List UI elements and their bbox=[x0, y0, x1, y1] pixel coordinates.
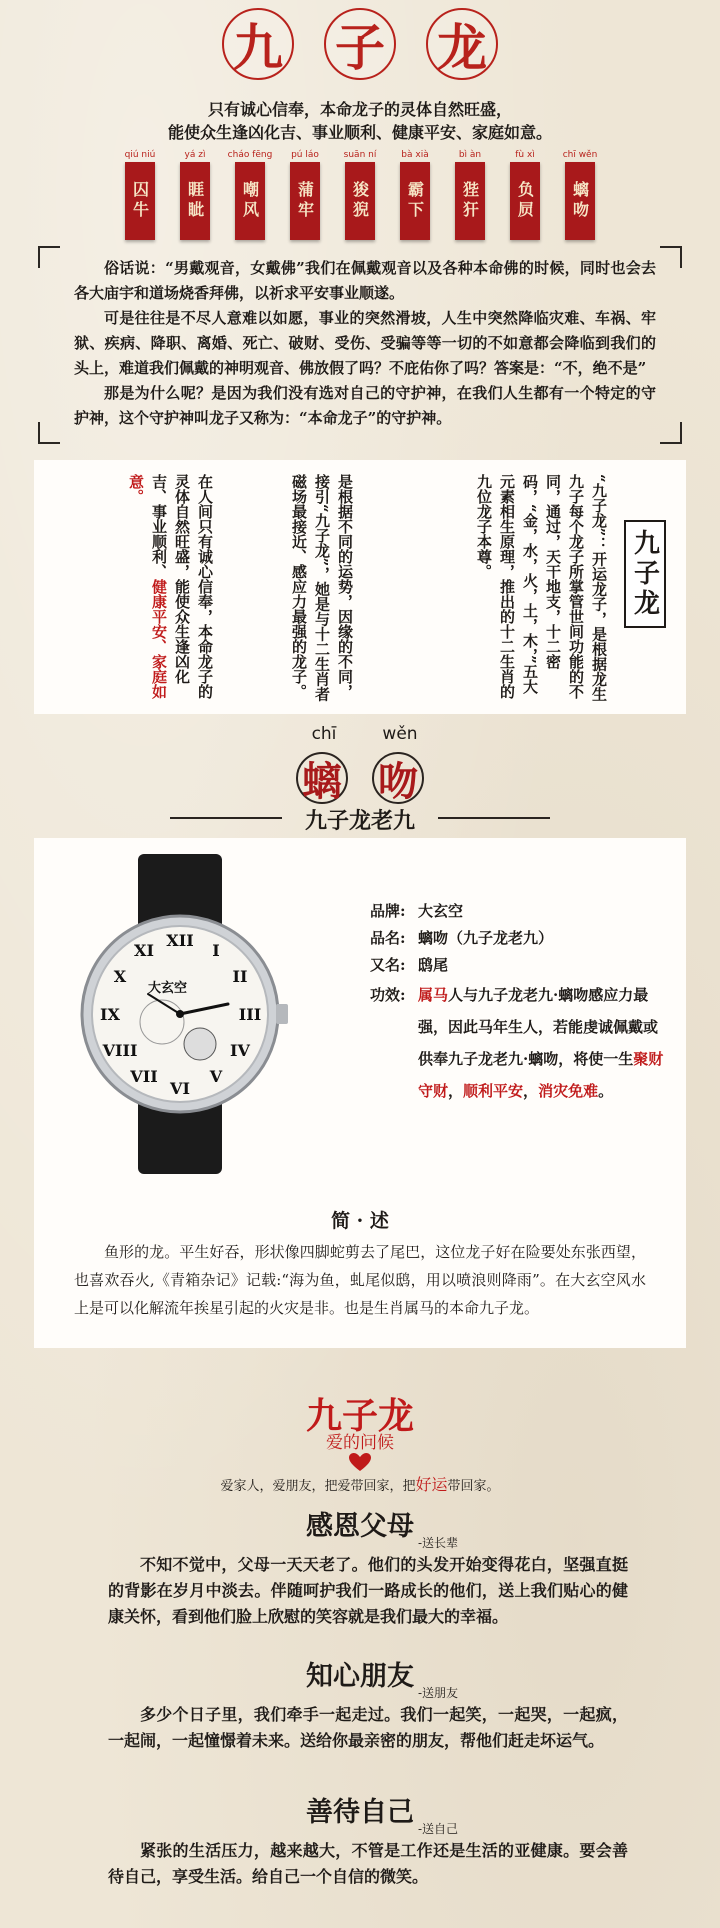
dragon-item bbox=[562, 148, 598, 240]
info-value: 鸱尾 bbox=[418, 956, 449, 974]
dragon-name: 蒲牢 bbox=[290, 162, 320, 240]
info-value: 螭吻（九子龙老九） bbox=[418, 929, 554, 947]
nine-dragon-panel bbox=[34, 460, 686, 714]
title-char: 子 bbox=[324, 8, 396, 80]
greeting-recipient: -送自己 bbox=[418, 1822, 459, 1836]
dragon-pinyin: yá zì bbox=[184, 150, 206, 160]
story-text bbox=[74, 256, 656, 431]
svg-text:II: II bbox=[232, 967, 248, 986]
effect-text: ， bbox=[523, 1082, 539, 1100]
dragon-item bbox=[177, 148, 213, 240]
love-title: 九子龙 bbox=[305, 1395, 414, 1437]
dragon-pinyin: bì àn bbox=[458, 150, 482, 160]
info-row bbox=[370, 925, 670, 952]
bracket-corner bbox=[660, 246, 682, 268]
title-char: 龙 bbox=[426, 8, 498, 80]
effect-highlight: 聚财守财 bbox=[418, 1050, 664, 1100]
dragon-item bbox=[507, 148, 543, 240]
intro-line: 能使众生逢凶化吉、事业顺利、健康平安、家庭如意。 bbox=[167, 123, 552, 142]
greeting-paragraph: 多少个日子里，我们牵手一起走过。我们一起笑，一起哭，一起疯，一起闹，一起憧憬着未来。送给你最亲密的朋友，帮他们赶走坏运气。 bbox=[108, 1705, 628, 1750]
svg-text:I: I bbox=[212, 941, 220, 960]
greeting-text bbox=[108, 1838, 628, 1890]
chiwen-char-text: 吻 bbox=[378, 757, 418, 805]
greeting-paragraph: 紧张的生活压力，越来越大，不管是工作还是生活的亚健康。要会善待自己，享受生活。给自己一个自信的微笑。 bbox=[108, 1841, 628, 1886]
dragon-name: 囚牛 bbox=[125, 162, 155, 240]
greeting-recipient: -送长辈 bbox=[418, 1536, 459, 1550]
brief-paragraph: 鱼形的龙。平生好吞，形状像四脚蛇剪去了尾巴，这位龙子好在险要处东张西望，也喜欢吞火,《青箱杂记》记载:“海为鱼，虬尾似鸱，用以喷浪则降雨”。在大玄空风水上是可以化解流年挨星引起的火灾是非。也是生肖属马的本命九子龙。 bbox=[74, 1243, 646, 1317]
slogan-text: 带回家。 bbox=[447, 1479, 500, 1494]
dragon-pinyin: cháo fēng bbox=[227, 150, 273, 160]
dragon-item bbox=[227, 148, 273, 240]
effect-text: 。 bbox=[598, 1082, 614, 1100]
greeting-text bbox=[108, 1552, 628, 1630]
watch-logo: 大玄空 bbox=[148, 981, 188, 996]
love-subtitle: 爱的问候 bbox=[326, 1433, 394, 1453]
dragon-pinyin: qiú niú bbox=[124, 150, 156, 160]
dragon-name: 螭吻 bbox=[565, 162, 595, 240]
title-char: 九 bbox=[222, 8, 294, 80]
dragon-name: 狻猊 bbox=[345, 162, 375, 240]
dragon-item bbox=[287, 148, 323, 240]
bracket-corner bbox=[38, 246, 60, 268]
watch-image bbox=[50, 854, 310, 1174]
panel-column: “九子龙”：开运龙子，是根据龙生九子每个龙子所掌管世间功能的不同，通过，天干地支，十二密码，“金，水，火，土，木，”五大元素相生原理，推出的十二生肖的九位龙子本尊。 bbox=[475, 474, 608, 702]
greeting-heading: 知心朋友 bbox=[306, 1661, 414, 1692]
svg-text:VIII: VIII bbox=[102, 1041, 138, 1060]
effect-highlight: 消灾免难 bbox=[538, 1082, 599, 1100]
info-key: 功效: bbox=[370, 986, 406, 1004]
info-key: 品名: bbox=[370, 929, 406, 947]
slogan-highlight: 好运 bbox=[415, 1475, 448, 1494]
chiwen-pinyin: wěn bbox=[382, 724, 418, 744]
greeting-paragraph: 不知不觉中，父母一天天老了。他们的头发开始变得花白，坚强直挺的背影在岁月中淡去。伴随呵护我们一路成长的他们，送上我们贴心的健康关怀，看到他们脸上欣慰的笑容就是我们最大的幸福。 bbox=[108, 1555, 628, 1626]
chiwen-pinyin: chī bbox=[311, 724, 337, 744]
heart-icon bbox=[348, 1452, 372, 1472]
effect-highlight: 顺利平安 bbox=[463, 1082, 524, 1100]
story-paragraph: 可是往往是不尽人意难以如愿，事业的突然滑坡，人生中突然降临灾难、车祸、牢狱、疾病、降职、离婚、死亡、破财、受伤、受骗等等一切的不如意都会降临到我们的头上，难道我们佩戴的神明观音、佛放假了吗？不庇佑你了吗？答案是：“不，绝不是” bbox=[74, 309, 656, 377]
dragon-name: 狴犴 bbox=[455, 162, 485, 240]
dragon-list bbox=[0, 148, 720, 240]
svg-text:V: V bbox=[209, 1067, 223, 1086]
bracket-corner bbox=[660, 422, 682, 444]
dragon-name: 嘲风 bbox=[235, 162, 265, 240]
dragon-item bbox=[452, 148, 488, 240]
svg-text:VI: VI bbox=[170, 1079, 190, 1098]
info-row-effect bbox=[370, 979, 670, 1107]
slogan-text: 爱家人，爱朋友，把爱带回家，把 bbox=[220, 1479, 416, 1494]
bracket-corner bbox=[38, 422, 60, 444]
watch-dragon-emblem bbox=[184, 1028, 216, 1060]
svg-text:XI: XI bbox=[134, 941, 154, 960]
chiwen-subtitle: 九子龙老九 bbox=[304, 808, 415, 834]
dragon-item bbox=[342, 148, 378, 240]
product-panel bbox=[34, 838, 686, 1348]
svg-text:IX: IX bbox=[100, 1005, 120, 1024]
chiwen-char bbox=[372, 724, 424, 805]
info-key: 又名: bbox=[370, 956, 406, 974]
dragon-pinyin: bà xià bbox=[401, 150, 429, 160]
dragon-item bbox=[397, 148, 433, 240]
info-value: 大玄空 bbox=[418, 902, 464, 920]
dragon-pinyin: fù xì bbox=[515, 150, 535, 160]
effect-text: 人与九子龙老九·螭吻感应力最强，因此马年生人，若能虔诚佩戴或供奉九子龙老九·螭吻，将使一生 bbox=[418, 986, 659, 1068]
dragon-pinyin: chī wěn bbox=[562, 150, 598, 160]
panel-text-highlight: 健康平安、家庭如意。 bbox=[127, 474, 168, 699]
dragon-name: 睚眦 bbox=[180, 162, 210, 240]
story-paragraph: 那是为什么呢？是因为我们没有选对自己的守护神，在我们人生都有一个特定的守护神，这个守护神叫龙子又称为：“本命龙子”的守护神。 bbox=[74, 384, 656, 427]
svg-text:VII: VII bbox=[130, 1067, 158, 1086]
watch-crown bbox=[276, 1004, 288, 1024]
dragon-name: 负屃 bbox=[510, 162, 540, 240]
info-value bbox=[418, 979, 670, 1107]
page-title bbox=[0, 8, 720, 80]
story-paragraph: 俗话说：“男戴观音，女戴佛”我们在佩戴观音以及各种本命佛的时候，同时也会去各大庙宇和道场烧香拜佛，以祈求平安事业顺遂。 bbox=[74, 259, 656, 302]
effect-text: ， bbox=[448, 1082, 464, 1100]
greeting-heading: 感恩父母 bbox=[306, 1511, 414, 1542]
panel-title: 九子龙 bbox=[624, 520, 666, 628]
svg-text:X: X bbox=[113, 967, 127, 986]
effect-highlight: 属马 bbox=[418, 986, 449, 1004]
dragon-pinyin: suān ní bbox=[343, 150, 377, 160]
greeting-text bbox=[108, 1702, 628, 1754]
dragon-item bbox=[122, 148, 158, 240]
intro-line: 只有诚心信奉，本命龙子的灵体自然旺盛， bbox=[207, 100, 512, 119]
greeting-recipient: -送朋友 bbox=[418, 1686, 459, 1700]
greeting-heading: 善待自己 bbox=[306, 1797, 414, 1828]
chiwen-char-text: 螭 bbox=[302, 757, 342, 805]
love-slogan bbox=[0, 1472, 720, 1495]
watch-center-pin bbox=[176, 1010, 184, 1018]
brief-title: 简 · 述 bbox=[331, 1210, 389, 1232]
svg-text:IV: IV bbox=[230, 1041, 250, 1060]
brief-text bbox=[74, 1238, 646, 1322]
panel-column bbox=[56, 474, 216, 706]
info-row bbox=[370, 952, 670, 979]
panel-column: 是根据不同的运势，因缘的不同，接引“九子龙”，她是与十二生肖者磁场最接近、感应力最强的龙子。 bbox=[290, 474, 354, 702]
svg-text:III: III bbox=[238, 1005, 262, 1024]
product-info bbox=[370, 898, 670, 1107]
info-key: 品牌: bbox=[370, 902, 406, 920]
info-row bbox=[370, 898, 670, 925]
chiwen-char bbox=[296, 724, 348, 805]
panel-text: 在人间只有诚心信奉，本命龙子的灵体自然旺盛，能使众生逢凶化吉、事业顺利、 bbox=[150, 474, 214, 699]
dragon-pinyin: pú láo bbox=[291, 150, 319, 160]
svg-text:XII: XII bbox=[166, 931, 194, 950]
dragon-name: 霸下 bbox=[400, 162, 430, 240]
